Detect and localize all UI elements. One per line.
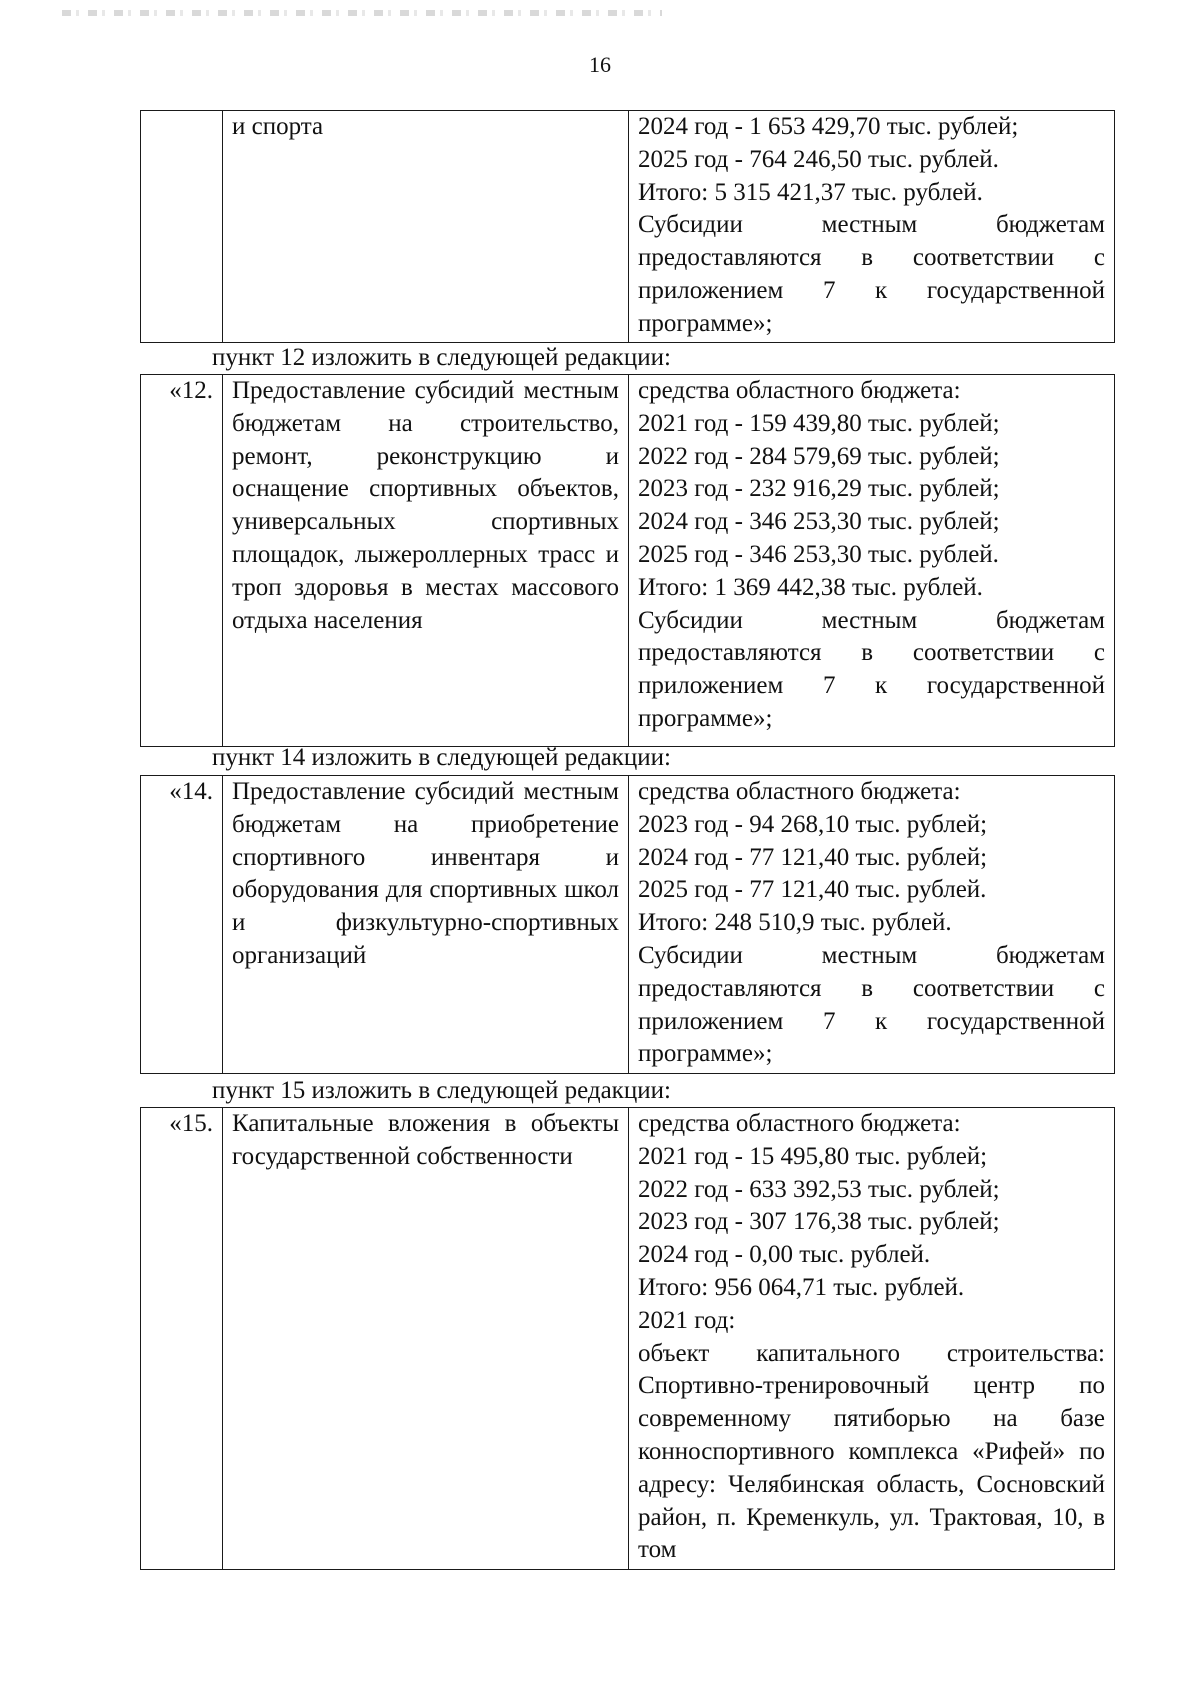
funding-header: средства областного бюджета: <box>638 1110 961 1137</box>
item-number: «12. <box>141 375 223 747</box>
table-row <box>141 111 1115 343</box>
measure-name: Капитальные вложения в объекты государственной собственности <box>223 1108 629 1570</box>
row-number-cell <box>141 111 223 343</box>
year-heading: 2021 год: <box>638 1306 736 1334</box>
instruction-item-12: пункт 12 изложить в следующей редакции: <box>212 344 671 371</box>
instruction-item-15: пункт 15 изложить в следующей редакции: <box>212 1077 671 1104</box>
funding-line: 2025 год - 77 121,40 тыс. рублей. <box>638 876 987 904</box>
construction-object-note: объект капитального строительства: Спортивно-тренировочный центр по современному пятиборью на базе конноспортивного комплекса «Рифей» по адресу: Челябинская область, Сосновский район, п. Кременкуль, ул. Трактовая, 10, в том <box>638 1339 1105 1564</box>
measure-name: Предоставление субсидий местным бюджетам на строительство, ремонт, реконструкцию и оснащение спортивных объектов, универсальных спортивных площадок, лыжероллерных трасс и троп здоровья в местах массового отдыха населения <box>223 375 629 747</box>
funding-total: Итого: 1 369 442,38 тыс. рублей. <box>638 573 983 601</box>
table-row <box>141 1108 1115 1570</box>
table-continuation <box>140 110 1115 343</box>
page-number: 16 <box>589 52 611 77</box>
table-row <box>141 375 1115 747</box>
funding-line: 2024 год - 346 253,30 тыс. рублей; <box>638 508 1000 536</box>
measure-name: Предоставление субсидий местным бюджетам на приобретение спортивного инвентаря и оборудования для спортивных школ и физкультурно-спортивных организаций <box>223 776 629 1074</box>
funding-line: 2024 год - 1 653 429,70 тыс. рублей; <box>638 113 1019 140</box>
funding-cell <box>629 1108 1115 1570</box>
item-number: «15. <box>141 1108 223 1570</box>
funding-line: 2024 год - 77 121,40 тыс. рублей; <box>638 843 988 871</box>
table-item-14 <box>140 775 1115 1074</box>
funding-cell <box>629 375 1115 747</box>
table-item-15 <box>140 1107 1115 1570</box>
funding-line: 2024 год - 0,00 тыс. рублей. <box>638 1241 931 1269</box>
funding-total: Итого: 248 510,9 тыс. рублей. <box>638 909 952 937</box>
measure-name-cell: и спорта <box>223 111 629 343</box>
item-number: «14. <box>141 776 223 1074</box>
funding-line: 2025 год - 346 253,30 тыс. рублей. <box>638 540 999 568</box>
funding-line: 2021 год - 159 439,80 тыс. рублей; <box>638 409 1000 437</box>
table-item-12 <box>140 374 1115 747</box>
funding-total: Итого: 5 315 421,37 тыс. рублей. <box>638 178 983 206</box>
instruction-item-14: пункт 14 изложить в следующей редакции: <box>212 744 671 771</box>
funding-line: 2022 год - 633 392,53 тыс. рублей; <box>638 1175 1000 1203</box>
funding-line: 2021 год - 15 495,80 тыс. рублей; <box>638 1142 988 1170</box>
funding-cell <box>629 776 1115 1074</box>
funding-line: 2022 год - 284 579,69 тыс. рублей; <box>638 442 1000 470</box>
subsidy-note: Субсидии местным бюджетам предоставляются в соответствии с приложением 7 к государственной программе»; <box>638 211 1105 337</box>
funding-line: 2023 год - 94 268,10 тыс. рублей; <box>638 810 988 838</box>
funding-total: Итого: 956 064,71 тыс. рублей. <box>638 1273 965 1301</box>
funding-line: 2023 год - 307 176,38 тыс. рублей; <box>638 1208 1000 1236</box>
scan-artifact <box>62 10 662 16</box>
funding-cell <box>629 111 1115 343</box>
funding-line: 2025 год - 764 246,50 тыс. рублей. <box>638 145 999 173</box>
table-row <box>141 776 1115 1074</box>
subsidy-note: Субсидии местным бюджетам предоставляются в соответствии с приложением 7 к государственной программе»; <box>638 606 1105 732</box>
subsidy-note: Субсидии местным бюджетам предоставляются в соответствии с приложением 7 к государственной программе»; <box>638 941 1105 1068</box>
funding-header: средства областного бюджета: <box>638 377 961 404</box>
funding-header: средства областного бюджета: <box>638 778 961 805</box>
funding-line: 2023 год - 232 916,29 тыс. рублей; <box>638 475 1000 503</box>
